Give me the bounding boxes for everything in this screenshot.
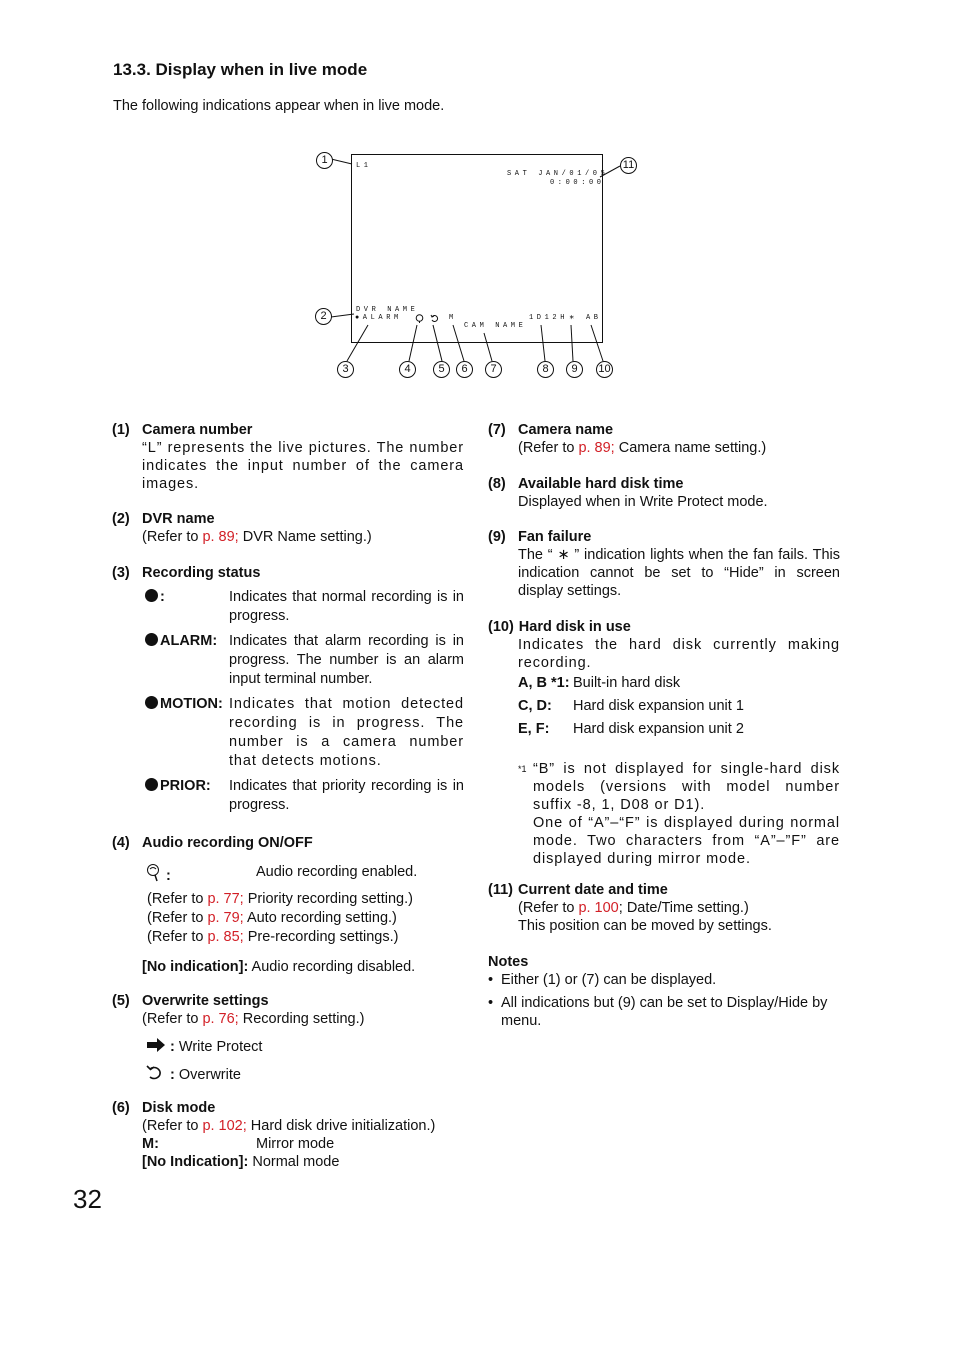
write-protect-row: : Write Protect — [146, 1037, 464, 1056]
section-4: (4) Audio recording ON/OFF : Audio recording enabled. (Refer to p. 77; Priority recording setting.) (Refer to p. 79; Auto recording setting.) (Refer to p. 85; Pre-recording settings.) [No indication]: Audio recording disabled. — [112, 835, 418, 975]
section-title: Hard disk in use — [518, 619, 631, 635]
overwrite-label: Overwrite — [178, 1067, 241, 1083]
section-number: (6) — [112, 1100, 130, 1116]
page-link[interactable]: p. 100 — [578, 900, 619, 916]
footnote-text: “B” is not displayed for single-hard disk models (versions with model number suffix -8, 1, D08 or D1). — [533, 761, 840, 813]
section-number: (1) — [112, 422, 130, 438]
mirror-key: M: — [142, 1136, 159, 1152]
hdd-text: Built-in hard disk — [573, 675, 681, 691]
callout-4: 4 — [399, 361, 416, 378]
status-text: Indicates that normal recording is in progress. — [229, 589, 464, 624]
status-row-prior — [145, 777, 464, 815]
page-link[interactable]: p. 89; — [202, 529, 239, 545]
section-5: (5) Overwrite settings (Refer to p. 76; Recording setting.) : Write Protect : Overwrite — [112, 992, 464, 1084]
screen-dvr-name: DVR NAME — [356, 306, 419, 314]
status-key: ALARM: — [145, 632, 229, 689]
section-8 — [488, 475, 840, 511]
callout-10: 10 — [596, 361, 613, 378]
screen-fan: ∗ — [569, 313, 579, 323]
page-number: 32 — [73, 1184, 102, 1214]
footnote-text: One of “A”–“F” is displayed during normal mode. Two characters from “A”–”F” are displayed during mirror mode. — [533, 815, 840, 867]
section-title: Camera name — [518, 422, 614, 438]
section-title: Audio recording ON/OFF — [142, 835, 313, 851]
no-indication-key: [No indication]: — [142, 959, 249, 975]
audio-recording-icon — [146, 863, 162, 883]
audio-enabled-text: Audio recording enabled. — [256, 864, 418, 880]
section-title: Recording status — [142, 565, 261, 581]
notes-title: Notes — [488, 954, 529, 970]
section-title: Current date and time — [518, 882, 668, 898]
page-link[interactable]: p. 76; — [202, 1011, 239, 1027]
callout-2: 2 — [315, 308, 332, 325]
overwrite-loop-icon — [146, 1065, 166, 1081]
arrow-right-icon — [146, 1037, 166, 1053]
section-number: (11) — [488, 882, 513, 898]
section-3 — [112, 564, 464, 815]
status-text: Indicates that motion detected recording is in progress. The number is a camera number that detects motions. — [229, 696, 464, 769]
section-7: (7) Camera name (Refer to p. 89; Camera name setting.) — [488, 422, 767, 456]
callout-7: 7 — [485, 361, 502, 378]
no-indication-text: Audio recording disabled. — [248, 959, 416, 975]
screen-disk-mode: M — [449, 314, 457, 322]
hdd-key: C, D: — [518, 698, 552, 714]
screen-time: 0:00:00 — [550, 179, 605, 187]
status-row-normal — [145, 588, 464, 626]
screen-cam-name: CAM NAME — [464, 322, 527, 330]
section-number: (3) — [112, 565, 130, 581]
section-number: (10) — [488, 619, 514, 635]
callout-3: 3 — [337, 361, 354, 378]
section-title: Camera number — [142, 422, 253, 438]
status-row-alarm — [145, 632, 464, 689]
page-link[interactable]: p. 89; — [578, 440, 615, 456]
section-2 — [112, 510, 464, 546]
note-item: • Either (1) or (7) can be displayed. — [488, 971, 840, 989]
screen-hdd-time: 1D12H — [529, 314, 569, 322]
section-title: Available hard disk time — [518, 476, 684, 492]
status-key: : — [145, 588, 229, 626]
section-number: (4) — [112, 835, 130, 851]
screen-hdd: AB — [586, 314, 602, 322]
status-text: Indicates that priority recording is in progress. — [229, 778, 464, 813]
status-row-motion — [145, 695, 464, 771]
callout-1: 1 — [316, 152, 333, 169]
section-text: The “ ∗ ” indication lights when the fan fails. This indication cannot be set to “Hide” in screen display settings. — [518, 547, 840, 599]
callout-6: 6 — [456, 361, 473, 378]
section-heading: 13.3. Display when in live mode — [113, 60, 368, 79]
hdd-text: Hard disk expansion unit 1 — [573, 698, 744, 714]
section-text: Displayed when in Write Protect mode. — [518, 494, 768, 510]
ref-prefix: (Refer to — [142, 529, 203, 545]
section-text: Indicates the hard disk currently making recording. — [518, 637, 840, 671]
rec-dot-icon — [145, 696, 158, 709]
page-link[interactable]: p. 85; — [207, 929, 244, 945]
hdd-key: E, F: — [518, 721, 550, 737]
section-title: Disk mode — [142, 1100, 216, 1116]
status-key: MOTION: — [145, 695, 229, 771]
page-link[interactable]: p. 79; — [207, 910, 244, 926]
hdd-text: Hard disk expansion unit 2 — [573, 721, 744, 737]
section-title: Overwrite settings — [142, 993, 269, 1009]
status-text: Indicates that alarm recording is in progress. The number is an alarm input terminal number. — [229, 633, 464, 687]
notes — [488, 953, 840, 1030]
page-link[interactable]: p. 77; — [207, 891, 244, 907]
callout-5: 5 — [433, 361, 450, 378]
write-protect-label: Write Protect — [178, 1039, 263, 1055]
rec-dot-icon — [145, 778, 158, 791]
overwrite-row: : Overwrite — [146, 1065, 464, 1084]
rec-dot-icon — [145, 633, 158, 646]
section-text: This position can be moved by settings. — [518, 918, 772, 934]
section-number: (2) — [112, 511, 130, 527]
footnote — [518, 760, 840, 868]
screen-date: SAT JAN/01/05 — [507, 170, 609, 178]
audio-key: : — [146, 863, 256, 886]
note-item: • All indications but (9) can be set to Display/Hide by menu. — [488, 994, 840, 1030]
callout-8: 8 — [537, 361, 554, 378]
callout-leader-lines — [0, 0, 954, 400]
section-1 — [112, 421, 464, 493]
section-text: “L” represents the live pictures. The number indicates the input number of the camera images. — [142, 440, 464, 492]
mirror-text: Mirror mode — [256, 1136, 335, 1152]
status-key: PRIOR: — [145, 777, 229, 815]
section-number: (7) — [488, 422, 506, 438]
rec-dot-icon — [145, 589, 158, 602]
section-title: Fan failure — [518, 529, 592, 545]
hdd-key: A, B *1: — [518, 675, 570, 691]
section-9 — [488, 528, 840, 600]
normal-key: [No Indication]: — [142, 1154, 249, 1170]
section-10 — [488, 618, 840, 868]
page-link[interactable]: p. 102; — [202, 1118, 247, 1134]
section-11: (11) Current date and time (Refer to p. 100; Date/Time setting.) This position can be moved by settings. — [488, 881, 840, 935]
normal-text: Normal mode — [248, 1154, 340, 1170]
callout-9: 9 — [566, 361, 583, 378]
callout-11: 11 — [620, 157, 637, 174]
section-title: DVR name — [142, 511, 215, 527]
section-6: (6) Disk mode (Refer to p. 102; Hard disk drive initialization.) M: Mirror mode [No Indication]: Normal mode — [112, 1100, 436, 1170]
ref-suffix: DVR Name setting.) — [238, 529, 372, 545]
section-number: (5) — [112, 993, 130, 1009]
section-number: (9) — [488, 529, 506, 545]
footnote-mark: *1 — [518, 764, 527, 774]
section-number: (8) — [488, 476, 506, 492]
screen-alarm: ●ALARM — [355, 314, 402, 322]
intro-text: The following indications appear when in live mode. — [113, 98, 445, 114]
screen-camera-number: L1 — [356, 162, 372, 170]
